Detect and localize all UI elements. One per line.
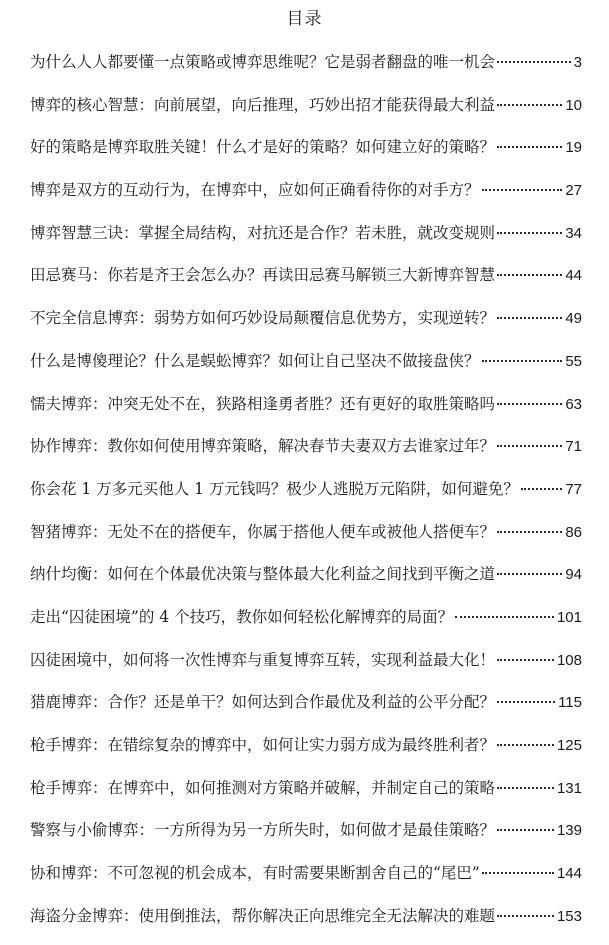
dot-leader xyxy=(497,231,562,234)
toc-entry-page: 10 xyxy=(565,96,582,114)
toc-entry-title: 博弈是双方的互动行为，在博弈中，应如何正确看待你的对手方？ xyxy=(30,181,480,200)
toc-entry[interactable] xyxy=(30,604,582,647)
dot-leader xyxy=(497,145,562,148)
toc-entry[interactable] xyxy=(30,391,582,434)
toc-entry[interactable] xyxy=(30,476,582,519)
dot-leader xyxy=(497,316,562,319)
toc-entry[interactable] xyxy=(30,134,582,177)
toc-entry-title: 智猪博弈：无处不在的搭便车，你属于搭他人便车或被他人搭便车？ xyxy=(30,522,496,541)
dot-leader xyxy=(497,60,571,63)
dot-leader xyxy=(497,402,562,405)
toc-entry-title: 枪手博弈：在博弈中，如何推测对方策略并破解，并制定自己的策略 xyxy=(30,778,496,797)
toc-entry-title: 田忌赛马：你若是齐王会怎么办？再读田忌赛马解锁三大新博弈智慧 xyxy=(30,266,496,285)
toc-entry-page: 108 xyxy=(556,651,582,669)
dot-leader xyxy=(497,444,562,447)
dot-leader xyxy=(497,273,562,276)
toc-entry-page: 115 xyxy=(558,694,582,712)
dot-leader xyxy=(455,615,554,618)
toc-entry-title: 囚徒困境中，如何将一次性博弈与重复博弈互转，实现利益最大化！ xyxy=(30,650,496,669)
dot-leader xyxy=(497,658,554,661)
toc-entry-page: 3 xyxy=(573,54,582,71)
toc-entry-page: 34 xyxy=(565,224,582,242)
toc-entry-page: 86 xyxy=(565,523,582,541)
toc-entry[interactable] xyxy=(30,262,582,305)
toc-entry[interactable] xyxy=(30,775,582,818)
dot-leader xyxy=(482,188,563,191)
toc-entry-page: 153 xyxy=(556,907,582,925)
toc-entry[interactable] xyxy=(30,519,582,562)
toc-entry-title: 好的策略是博弈取胜关键！什么才是好的策略？如何建立好的策略？ xyxy=(30,138,496,157)
toc-entry[interactable] xyxy=(30,817,582,860)
dot-leader xyxy=(497,786,554,789)
toc-entry-page: 125 xyxy=(556,737,582,754)
dot-leader xyxy=(497,530,562,533)
toc-entry[interactable] xyxy=(30,49,582,92)
toc-entry-title: 为什么人人都要懂一点策略或博弈思维呢？它是弱者翻盘的唯一机会 xyxy=(30,53,496,71)
toc-entry-title: 什么是博傻理论？什么是蜈蚣博弈？如何让自己坚决不做接盘侠？ xyxy=(30,351,480,370)
toc-entry-title: 博弈的核心智慧：向前展望，向后推理，巧妙出招才能获得最大利益 xyxy=(30,95,496,114)
toc-entry-page: 27 xyxy=(565,182,582,200)
toc-entry[interactable] xyxy=(30,177,582,220)
toc-entry-title: 警察与小偷博弈：一方所得为另一方所失时，如何做才是最佳策略？ xyxy=(30,821,496,840)
dot-leader xyxy=(497,700,555,703)
toc-entry[interactable] xyxy=(30,903,582,945)
toc-entry-title: 博弈智慧三诀：掌握全局结构，对抗还是合作？若未胜，就改变规则 xyxy=(30,223,496,242)
toc-entry-page: 49 xyxy=(565,310,582,328)
dot-leader xyxy=(497,914,554,917)
toc-entry-title: 走出“囚徒困境”的 4 个技巧，教你如何轻松化解博弈的局面？ xyxy=(30,607,454,626)
toc-entry[interactable] xyxy=(30,92,582,135)
toc-entry[interactable] xyxy=(30,220,582,263)
dot-leader xyxy=(497,743,554,746)
toc-entry-page: 19 xyxy=(565,139,582,157)
toc-entry-title: 不完全信息博弈：弱势方如何巧妙设局颠覆信息优势方，实现逆转？ xyxy=(30,309,496,328)
toc-entry-page: 131 xyxy=(556,779,582,797)
toc-entry-title: 海盗分金博弈：使用倒推法，帮你解决正向思维完全无法解决的难题 xyxy=(30,906,496,925)
toc-entry-page: 77 xyxy=(565,480,582,498)
toc-entry[interactable] xyxy=(30,348,582,391)
toc-entry[interactable] xyxy=(30,433,582,476)
toc-entry-title: 懦夫博弈：冲突无处不在，狭路相逢勇者胜？还有更好的取胜策略吗 xyxy=(30,394,496,413)
toc-entry-title: 枪手博弈：在错综复杂的博弈中，如何让实力弱方成为最终胜利者？ xyxy=(30,736,496,754)
toc-entry-title: 你会花 1 万多元买他人 1 万元钱吗？极少人逃脱万元陷阱，如何避免？ xyxy=(30,479,519,498)
dot-leader xyxy=(497,828,554,831)
dot-leader xyxy=(497,103,562,106)
toc-entry-title: 协和博弈：不可忽视的机会成本，有时需要果断割舍自己的“尾巴” xyxy=(30,864,480,883)
toc-entry-page: 63 xyxy=(565,395,582,413)
toc-entry-title: 协作博弈：教你如何使用博弈策略，解决春节夫妻双方去谁家过年？ xyxy=(30,437,496,456)
toc-entry[interactable] xyxy=(30,732,582,775)
toc-entry-title: 纳什均衡：如何在个体最优决策与整体最大化利益之间找到平衡之道 xyxy=(30,565,496,584)
toc-entry-title: 猎鹿博弈：合作？还是单干？如何达到合作最优及利益的公平分配？ xyxy=(30,693,496,712)
toc-entry-page: 139 xyxy=(556,822,582,840)
toc-entry[interactable] xyxy=(30,860,582,903)
dot-leader xyxy=(482,871,554,874)
table-of-contents xyxy=(30,49,582,945)
toc-entry-page: 144 xyxy=(556,865,582,883)
toc-entry-page: 101 xyxy=(556,608,582,626)
toc-entry-page: 44 xyxy=(565,267,582,285)
toc-entry-page: 55 xyxy=(565,352,582,370)
toc-entry[interactable] xyxy=(30,561,582,604)
dot-leader xyxy=(482,359,563,362)
toc-entry-page: 94 xyxy=(565,566,582,584)
toc-entry[interactable] xyxy=(30,689,582,732)
toc-entry[interactable] xyxy=(30,647,582,690)
dot-leader xyxy=(497,572,562,575)
toc-entry-page: 71 xyxy=(565,438,582,456)
dot-leader xyxy=(521,487,562,490)
page-title: 目录 xyxy=(286,9,323,29)
toc-entry[interactable] xyxy=(30,305,582,348)
